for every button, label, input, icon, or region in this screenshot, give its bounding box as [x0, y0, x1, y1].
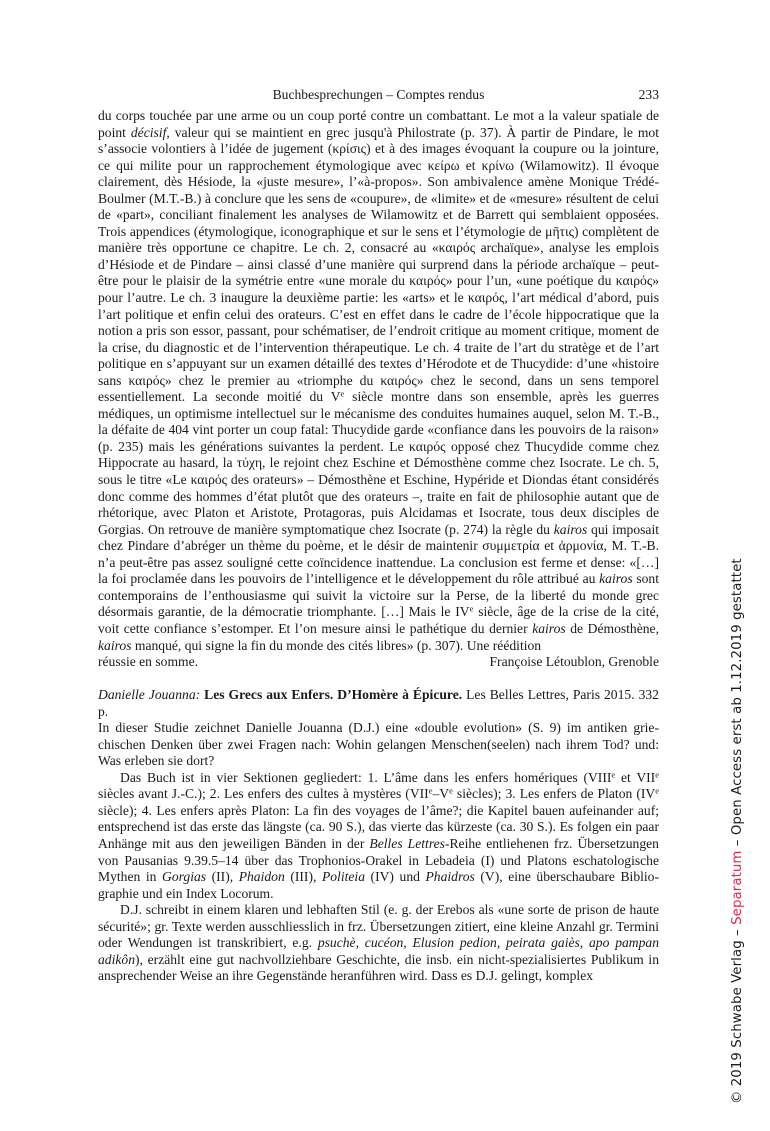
review-heading	[98, 687, 659, 720]
text-run: siècles); 3. Les enfers de Platon (IV	[452, 786, 656, 802]
text-run: Das Buch ist in vier Sektionen gegliedert: 1. L’âme dans les enfers homériques (VIII	[120, 769, 612, 785]
reviewer-signature: Françoise Létoublon, Grenoble	[489, 654, 659, 670]
superscript: e	[611, 769, 616, 780]
text-run: du corps touchée par une arme ou un coup porté contre un combattant. Le mot a la valeur spatiale de point	[98, 108, 659, 140]
text-run: (IV) und	[365, 869, 426, 885]
running-header	[98, 86, 659, 104]
page-body	[98, 108, 659, 985]
book-publication: Les Belles Lettres, Paris 2015. 332 p.	[98, 687, 659, 719]
closing-text: réussie en somme.	[98, 654, 199, 670]
copyright-side-notice	[729, 558, 747, 1104]
page-number: 233	[638, 87, 659, 102]
superscript: e	[469, 603, 474, 614]
italic-run: Politeia	[321, 869, 365, 885]
superscript: e	[449, 785, 453, 796]
text-run: siècles avant J.-C.); 2. Les enfers des cultes à mystères (VII	[98, 786, 429, 802]
open-access-note: – Open Access erst ab 1.12.2019 gestattet	[730, 558, 745, 851]
superscript: e	[655, 785, 659, 796]
text-run: et VII	[615, 769, 656, 785]
italic-run: psuchè, cucéon, Elusion pedion, peirata gaiès, apo pampan adikôn	[98, 935, 660, 967]
book-title: Les Grecs aux Enfers. D’Homère à Épicure.	[204, 687, 463, 703]
review-paragraph	[98, 720, 659, 770]
italic-run: kairos	[553, 521, 588, 537]
text-run: In dieser Studie zeichnet Danielle Jouanna (D.J.) eine «double evolution» (S. 9) im antiken griechischen Denken über zwei Fragen nach: Wohin gelangen Menschen(seelen) nach ihrem Tod? und: Was erleben sie dort?	[98, 720, 659, 769]
text-run: , valeur qui se maintient en grec jusqu'à Philostrate (p. 37). À partir de Pindare, le mot s’associe volontiers à l’idée de jugement (κρίσις) et à des images évoquant la coupure ou la jointure, ce qui milite pour un rapprochement étymologique avec κείρω et κρίνω (Wilamowitz). Il évoque clairement, dès Hésiode, la «juste mesure», l’«à-propos». Son ambivalence amène Monique Trédé-Boulmer (M.T.-B.) à conclure que les sens de «coupure», de «limite» et de «mesure» résultent de celui de «part», conciliant finalement les analyses de Wilamowitz et de Barrett qui semblaient opposées. Trois appendices (étymologique, iconographique et sur le sens et l’étymologie de μῆτις) complètent de manière très opportune ce chapitre. Le ch. 2, consacré au «καιρός archaïque», analyse les emplois d’Hésiode et de Pindare – ainsi classé d’une manière qui surprend dans la période archaïque – peut-être pour le plaisir de la symétrie entre «une morale du καιρός» pour l’un, «une poétique du καιρός» pour l’autre. Le ch. 3 inaugure la deuxième partie: les «arts» et le καιρός, l’art médical d’abord, puis l’art politique et enfin celui des orateurs. C’est en effet dans le cadre de l’école hippocratique que la notion a pris son essor, passant, pour schématiser, de l’endroit critique au moment critique, moment de la crise, du diagnostic et de l’intervention thérapeutique. Le ch. 4 traite de l’art du stratège et de l’art politique en s’appuyant sur un examen détaillé des textes d’Hérodote et de Thucydide: d’une «histoire sans καιρός» chez le premier au «triomphe du καιρός» chez le second, dans un sens temporel essentiellement. La seconde moitié du V	[98, 124, 660, 405]
text-run: qui imposait chez Pindare d’abréger un thème du poème, et le désir de maintenir συμμετρία et ἁρμονία, M. T.-B. n’a peut-être pas assez souligné cette coïncidence inattendue. La conclusion est ferme et dense: «[…] la foi proclamée dans les pouvoirs de l’intelligence et le développement du rôle attribué au	[98, 521, 659, 587]
italic-run: kairos	[98, 637, 132, 653]
text-run: siècle); 4. Les enfers après Platon: La fin des voyages de l’âme?; die Kapitel bauen aufeinander auf; entsprechend ist das erste das längste (ca. 90 S.), das vierte das kürzeste (ca. 30 S.). Es folgen ein paar Anhänge mit aus den jeweiligen Bänden in der	[98, 802, 659, 852]
text-run: siècle montre dans son ensemble, après les guerres médiques, un optimisme intellectuel sur le mécanisme des conduites humaines auquel, selon M. T.-B., la défaite de 404 vint porter un coup fatal: Thucydide garde «confiance dans les pouvoirs de la raison» (p. 235) mais les générations suivantes la perdent. Le καιρός opposé chez Thucydide comme chez Hippocrate au hasard, la τύχη, le rejoint chez Eschine et Démosthène comme chez Isocrate. Le ch. 5, sous le titre «Le καιρός des orateurs» – Démosthène et Eschine, Hypéride et Diondas étant considérés donc comme des hommes d’état plutôt que des orateurs –, traite en fait de philosophie autant que de rhétorique, avec Platon et Aristote, Protagoras, puis Alcidamas et Isocrate, tous deux disciples de Gorgias. On retrouve de manière symptomatique chez Isocrate (p. 274) la règle du	[98, 389, 659, 537]
italic-run: Belles Lettres	[369, 836, 445, 852]
running-title: Buchbesprechungen – Comptes rendus	[272, 87, 485, 102]
text-run: siècle, âge de la crise de la cité, voit cette confiance s’estomper. Et l’on mesure ainsi le pathétique du dernier	[98, 604, 659, 636]
italic-run: kairos	[599, 571, 633, 587]
superscript: e	[655, 769, 659, 780]
book-author: Danielle Jouanna:	[98, 687, 201, 703]
italic-run: Phaidros	[425, 869, 475, 885]
review-body	[98, 720, 659, 985]
review-separator	[98, 671, 659, 688]
superscript: e	[340, 388, 345, 399]
text-run: sont contemporains de l’enthousiasme qui suivit la victoire sur la Perse, de la liberté du monde grec désormais garantie, de la démocratie triomphante. […] Mais le IV	[98, 571, 660, 620]
text-run: (II),	[206, 869, 239, 885]
separatum-label: Separatum	[730, 850, 745, 925]
review-paragraph	[98, 770, 659, 902]
text-run: –V	[432, 786, 450, 802]
review-continuation	[98, 108, 659, 654]
review-closing-line	[98, 654, 659, 671]
superscript: e	[428, 785, 433, 796]
italic-run: Gorgias	[162, 869, 207, 885]
text-run: -Reihe entliehenen frz. Übersetzungen von Pausanias 9.39.5–14 über das Trophonios-Orakel in Lebadeia (I) und Platons eschatologische Mythen in	[98, 836, 659, 885]
text-run: ), erzählt eine gut nachvollziehbare Geschichte, die insb. ein nicht-spezialisiertes Publikum in ansprechender Weise an ihre Gegenstände heranführen wird. Dass es D.J. gelingt, komplex	[98, 951, 659, 984]
text-run: manqué, qui signe la fin du monde des cités libres» (p. 307). Une réédition	[131, 637, 542, 653]
italic-run: Phaidon	[238, 869, 285, 885]
italic-run: décisif	[130, 124, 167, 140]
review-paragraph	[98, 902, 659, 985]
text-run: (III),	[284, 869, 322, 885]
copyright-prefix: © 2019 Schwabe Verlag –	[730, 924, 745, 1104]
italic-run: kairos	[532, 620, 566, 636]
text-run: de Démosthène,	[565, 620, 659, 636]
text-run: D.J. schreibt in einem klaren und lebhaften Stil (e. g. der Erebos als «une sorte de prison de haute sécurité»; gr. Texte werden ausschliesslich in frz. Übersetzungen zitiert, eine kleine Anzahl gr. Termini oder Wendungen ist transkribiert, e.g.	[98, 902, 659, 951]
text-run: (V), eine überschaubare Bibliographie und ein Index Locorum.	[98, 869, 660, 901]
